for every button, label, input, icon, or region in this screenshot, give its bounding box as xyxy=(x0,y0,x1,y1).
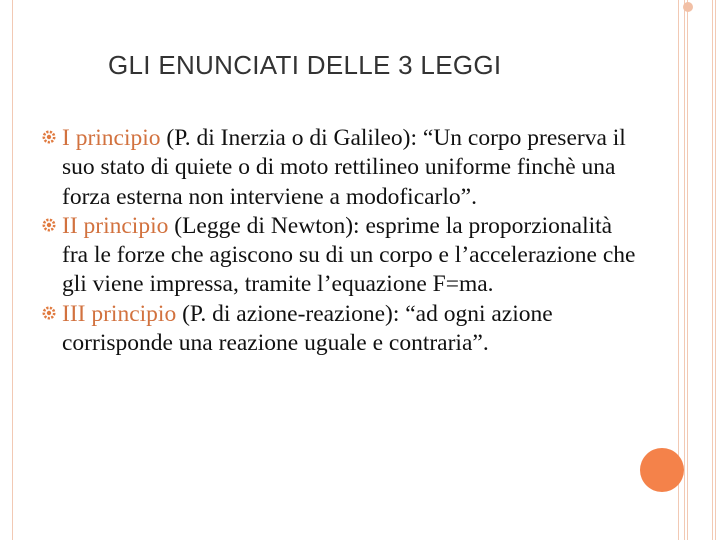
gear-icon xyxy=(42,130,56,144)
decorative-rail xyxy=(712,0,713,540)
list-item xyxy=(46,300,636,359)
slide-body xyxy=(46,124,636,358)
decorative-rail xyxy=(684,0,685,540)
slide-title: GLI ENUNCIATI DELLE 3 LEGGI xyxy=(108,50,502,80)
decorative-rail xyxy=(715,0,716,540)
principle-text: (Legge di Newton): esprime la proporzionalità fra le forze che agiscono su di un corpo e l’accelerazione che gli viene impressa, tramite l’equazione F=ma. xyxy=(62,212,636,298)
principle-term: II principio xyxy=(62,212,169,239)
gear-icon xyxy=(42,218,56,232)
principle-term: III principio xyxy=(62,300,177,327)
list-item xyxy=(46,124,636,212)
gear-icon xyxy=(42,306,56,320)
principle-text: (P. di azione-reazione): “ad ogni azione corrisponde una reazione uguale e contraria”. xyxy=(62,300,553,357)
decorative-rail xyxy=(687,0,688,540)
principle-text: (P. di Inerzia o di Galileo): “Un corpo preserva il suo stato di quiete o di moto rettilineo uniforme finchè una forza esterna non interviene a modoficarlo”. xyxy=(62,125,626,210)
decorative-dot-large xyxy=(640,448,684,492)
decorative-dot-small xyxy=(683,2,693,12)
list-item xyxy=(46,212,636,300)
principle-term: I principio xyxy=(62,125,161,151)
